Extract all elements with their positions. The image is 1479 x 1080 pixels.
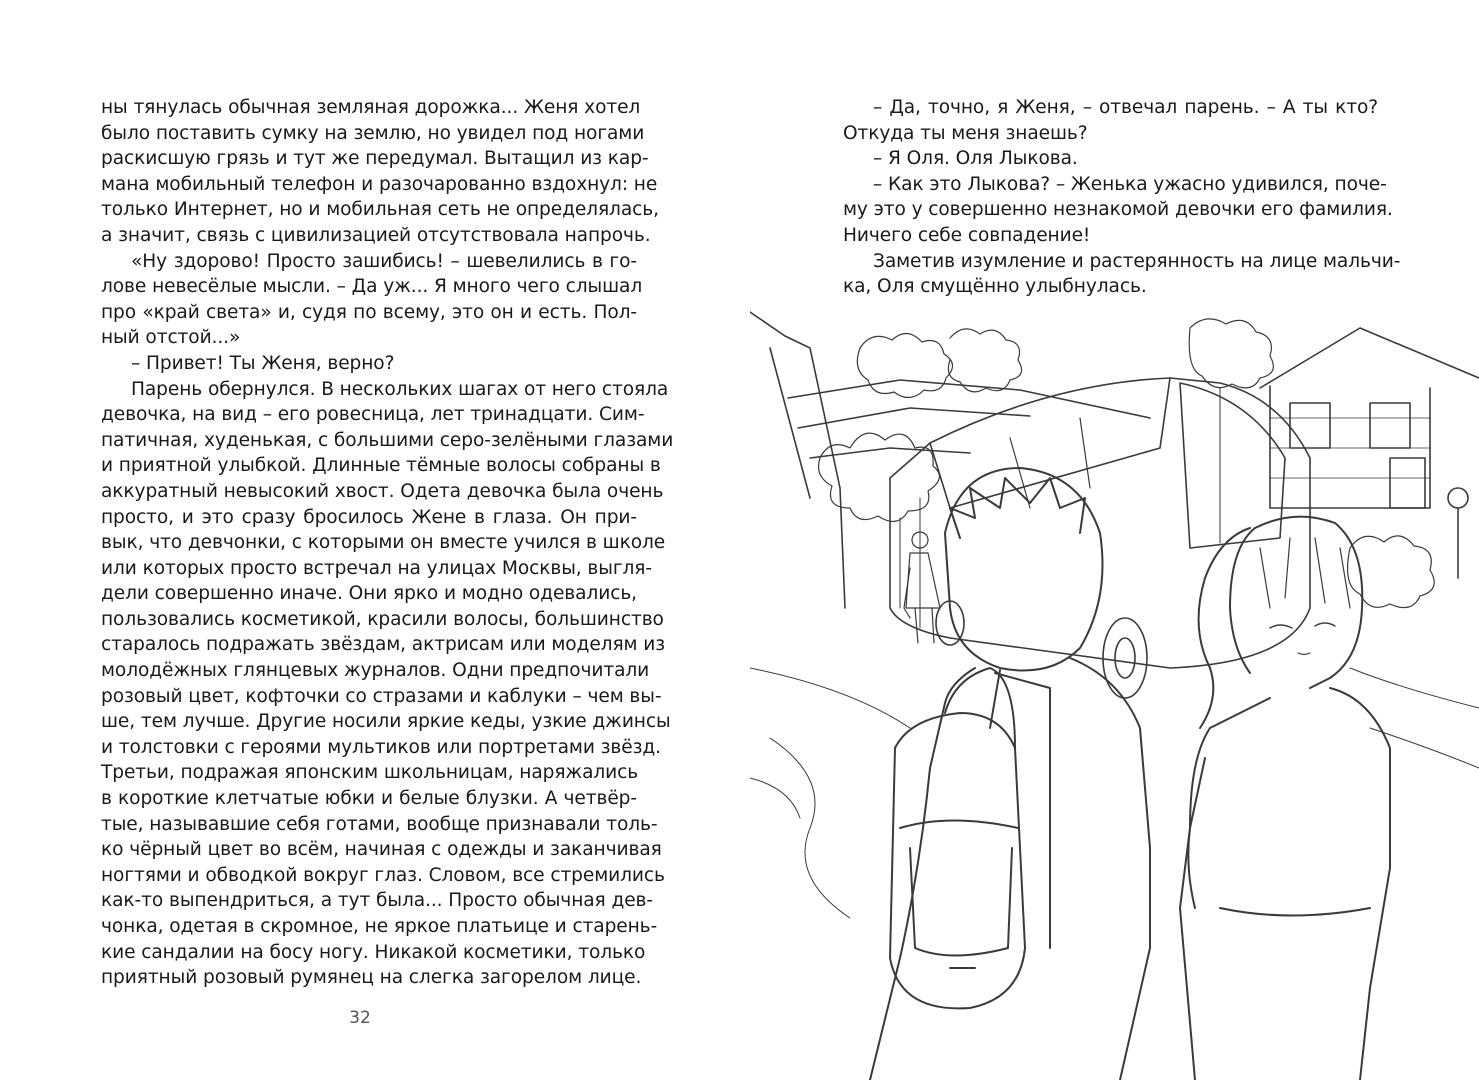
text-line: чонка, одетая в скромное, не яркое платьице и старень-: [101, 916, 658, 937]
text-line: Откуда ты меня знаешь?: [843, 122, 1088, 144]
text-line: девочка, на вид – его ровесница, лет тринадцати. Сим-: [101, 404, 645, 426]
text-line: Заметив изумление и растерянность на лице мальчи-: [873, 250, 1401, 272]
text-line: только Интернет, но и мобильная сеть не определялась,: [101, 199, 659, 221]
text-line: Третьи, подражая японским школьницам, наряжались: [101, 762, 639, 784]
text-line: старалось подражать звёздам, актрисам или моделям из: [101, 634, 666, 656]
text-line: – Я Оля. Оля Лыкова.: [873, 148, 1078, 170]
left-page-text: [101, 95, 674, 991]
right-page-text: [843, 95, 1401, 300]
background-woman: [904, 532, 940, 643]
text-line: Ничего себе совпадение!: [843, 224, 1091, 246]
text-line: дели совершенно иначе. Они ярко и модно одевались,: [101, 583, 637, 605]
text-line: – Как это Лыкова? – Женька ужасно удивился, поче-: [873, 173, 1387, 195]
text-line: Парень обернулся. В нескольких шагах от него стояла: [131, 378, 669, 400]
text-line: ше, тем лучше. Другие носили яркие кеды, узкие джинсы: [101, 711, 671, 733]
text-line: приятный розовый румянец на слегка загорелом лице.: [101, 967, 642, 989]
text-line: лове невесёлые мысли. – Да уж... Я много чего слышал: [101, 276, 643, 298]
text-line: а значит, связь с цивилизацией отсутствовала напрочь.: [101, 224, 651, 246]
text-line: и толстовки с героями мультиков или портретами звёзд.: [101, 736, 661, 758]
text-line: ко чёрный цвет во всём, начиная с одежды и заканчивая: [101, 839, 662, 861]
text-line: ный отстой...»: [101, 327, 241, 349]
utility-pole: [750, 312, 1150, 608]
text-line: тые, называвшие себя готами, вообще признавали толь-: [101, 813, 658, 835]
text-line: или которых просто встречал на улицах Москвы, выгля-: [101, 557, 652, 579]
background-trees: [819, 319, 1435, 608]
text-line: ногтями и обводкой вокруг глаз. Словом, все стремились: [101, 864, 665, 886]
text-line: розовый цвет, кофточки со стразами и каблуки – чем вы-: [101, 685, 662, 707]
text-line: было поставить сумку на землю, но увидел под ногами: [101, 122, 645, 144]
text-line: «Ну здорово! Просто зашибись! – шевелились в го-: [131, 250, 637, 272]
text-line: в короткие клетчатые юбки и белые блузки. А четвёр-: [101, 788, 637, 810]
text-line: кие сандалии на босу ногу. Никакой косметики, только: [101, 941, 646, 963]
boy-figure: [870, 468, 1150, 1080]
text-line: молодёжных глянцевых журналов. Одни предпочитали: [101, 660, 650, 682]
text-line: патичная, худенькая, с большими серо-зелёными глазами: [101, 429, 674, 451]
text-line: пользовались косметикой, красили волосы, большинство: [101, 608, 664, 630]
illustration: [750, 308, 1479, 1080]
text-line: – Привет! Ты Женя, верно?: [131, 352, 395, 374]
text-line: как-то выпендриться, а тут была... Просто обычная дев-: [101, 890, 654, 912]
text-line: вык, что девчонки, с которыми он вместе учился в школе: [101, 532, 666, 554]
text-line: аккуратный невысокий хвост. Одета девочка была очень: [101, 480, 664, 502]
text-line: ны тянулась обычная земляная дорожка... Женя хотел: [101, 97, 641, 118]
text-line: и приятной улыбкой. Длинные тёмные волосы собраны в: [101, 455, 661, 477]
text-line: раскисшую грязь и тут же передумал. Вытащил из кар-: [101, 148, 649, 170]
house: [1260, 328, 1479, 578]
page-number: 32: [349, 1008, 371, 1028]
text-line: ка, Оля смущённо улыбнулась.: [843, 276, 1147, 298]
right-page: [740, 0, 1479, 1080]
girl-figure: [1180, 517, 1390, 1080]
text-line: про «край света» и, судя по всему, это он и есть. Пол-: [101, 301, 637, 323]
text-line: – Да, точно, я Женя, – отвечал парень. – А ты кто?: [873, 97, 1378, 118]
text-line: просто, и это сразу бросилось Жене в глаза. Он при-: [101, 506, 637, 528]
ground: [750, 668, 1479, 918]
backpack: [890, 668, 1050, 1008]
text-line: му это у совершенно незнакомой девочки его фамилия.: [843, 199, 1393, 221]
text-line: мана мобильный телефон и разочарованно вздохнул: не: [101, 173, 658, 195]
